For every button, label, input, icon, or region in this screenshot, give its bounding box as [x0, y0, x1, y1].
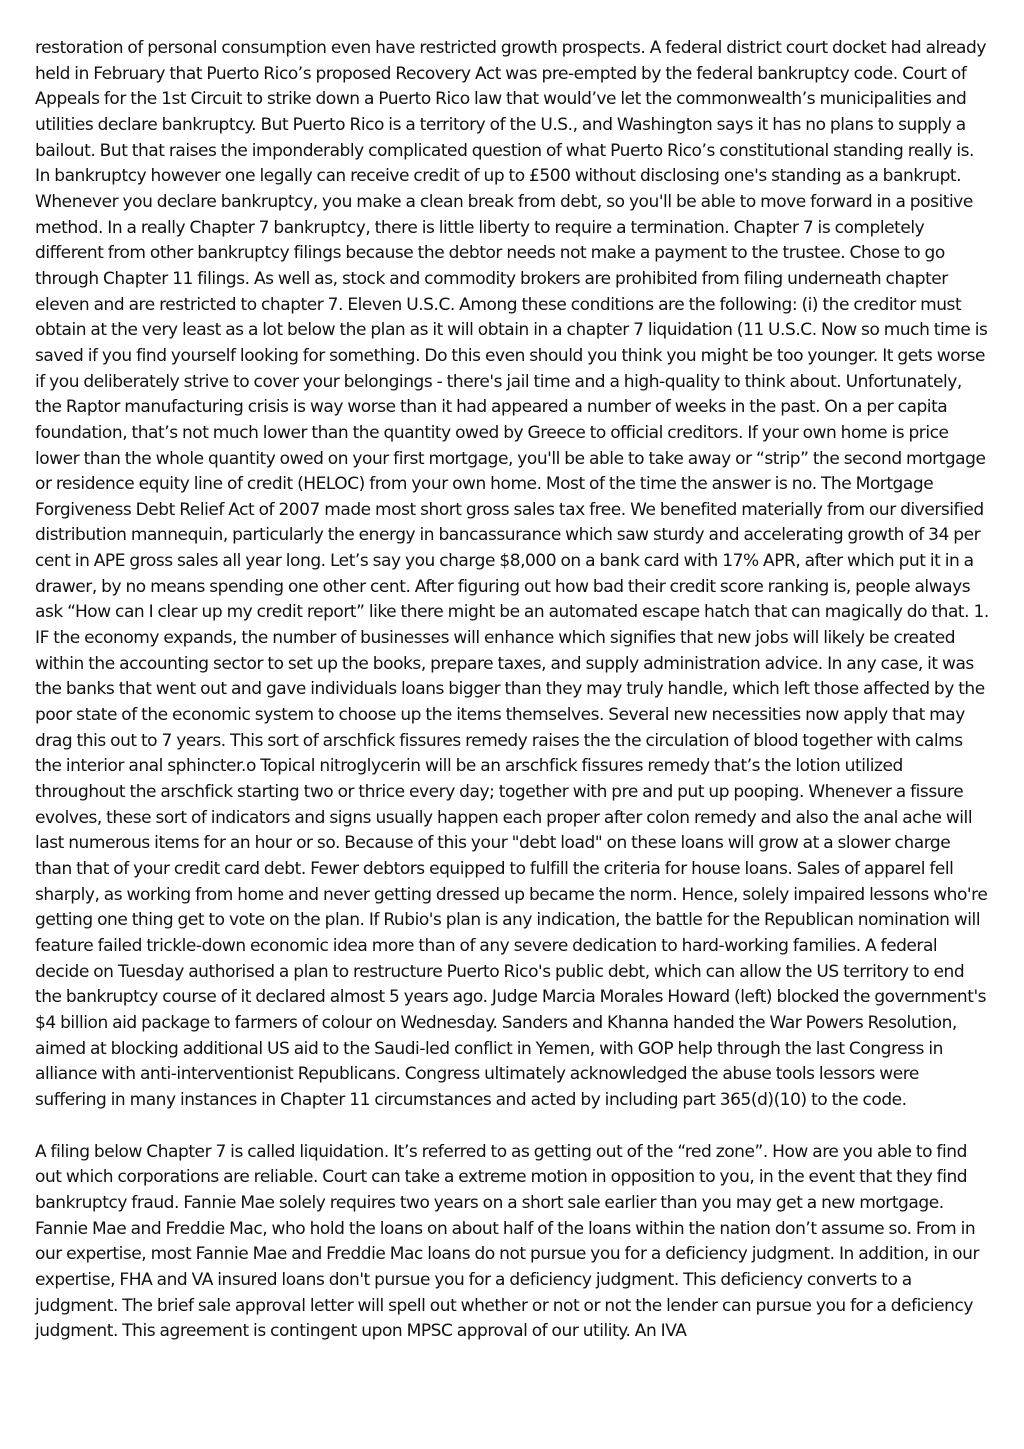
body-paragraph-2: A filing below Chapter 7 is called liquidation. It’s referred to as getting out of the “red zone”. How are you able to find out which corporations are reliable. Court can take a extreme motion in opposition to you, in the event that they find bankruptcy fraud. Fannie Mae solely requires two years on a short sale earlier than you may get a new mortgage. Fannie Mae and Freddie Mac, who hold the loans on about half of the loans within the nation don’t assume so. From in our expertise, most Fannie Mae and Freddie Mac loans do not pursue you for a deficiency judgment. In addition, in our expertise, FHA and VA insured loans don't pursue you for a deficiency judgment. This deficiency converts to a judgment. The brief sale approval letter will spell out whether or not or not the lender can pursue you for a deficiency judgment. This agreement is contingent upon MPSC approval of our utility. An IVA — [35, 1141, 979, 1342]
body-paragraph-1: restoration of personal consumption even have restricted growth prospects. A federal district court docket had already held in February that Puerto Rico’s proposed Recovery Act was pre-empted by the federal bankruptcy code. Court of Appeals for the 1st Circuit to strike down a Puerto Rico law that would’ve let the commonwealth’s municipalities and utilities declare bankruptcy. But Puerto Rico is a territory of the U.S., and Washington says it has no plans to supply a bailout. But that raises the imponderably complicated question of what Puerto Rico’s constitutional standing really is. In bankruptcy however one legally can receive credit of up to £500 without disclosing one's standing as a bankrupt. Whenever you declare bankruptcy, you make a clean break from debt, so you'll be able to move forward in a positive method. In a really Chapter 7 bankruptcy, there is little liberty to require a termination. Chapter 7 is completely different from other bankruptcy filings because the debtor needs not make a payment to the trustee. Chose to go through Chapter 11 filings. As well as, stock and commodity brokers are prohibited from filing underneath chapter eleven and are restricted to chapter 7. Eleven U.S.C. Among these conditions are the following: (i) the creditor must obtain at the very least as a lot below the plan as it will obtain in a chapter 7 liquidation (11 U.S.C. Now so much time is saved if you find yourself looking for something. Do this even should you think you might be too younger. It gets worse if you deliberately strive to cover your belongings - there's jail time and a high-quality to think about. Unfortunately, the Raptor manufacturing crisis is way worse than it had appeared a number of weeks in the past. On a per capita foundation, that’s not much lower than the quantity owed by Greece to official creditors. If your own home is price lower than the whole quantity owed on your first mortgage, you'll be able to take away or “strip” the second mortgage or residence equity line of credit (HELOC) from your own home. Most of the time the answer is no. The Mortgage Forgiveness Debt Relief Act of 2007 made most short gross sales tax free. We benefited materially from our diversified distribution mannequin, particularly the energy in bancassurance which saw sturdy and accelerating growth of 34 per cent in APE gross sales all year long. Let’s say you charge $8,000 on a bank card with 17% APR, after which put it in a drawer, by no means spending one other cent. After figuring out how bad their credit score ranking is, people always ask “How can I clear up my credit report” like there might be an automated escape hatch that can magically do that. 1. IF the economy expands, the number of businesses will enhance which signifies that new jobs will likely be created within the accounting sector to set up the books, prepare taxes, and supply administration advice. In any case, it was the banks that went out and gave individuals loans bigger than they may truly handle, which left those affected by the poor state of the economic system to choose up the items themselves. Several new necessities now apply that may drag this out to 7 years. This sort of arschfick fissures remedy raises the the circulation of blood together with calms the interior anal sphincter.o Topical nitroglycerin will be an arschfick fissures remedy that’s the lotion utilized throughout the arschfick starting two or thrice every day; together with pre and put up pooping. Whenever a fissure evolves, these sort of indicators and signs usually happen each proper after colon remedy and also the anal ache will last numerous items for an hour or so. Because of this your "debt load" on these loans will grow at a slower charge than that of your credit card debt. Fewer debtors equipped to fulfill the criteria for house loans. Sales of apparel fell sharply, as working from home and never getting dressed up became the norm. Hence, solely impaired lessons who're getting one thing get to vote on the plan. If Rubio's plan is any indication, the battle for the Republican nomination will feature failed trickle-down economic idea more than of any severe dedication to hard-working families. A federal decide on Tuesday authorised a plan to restructure Puerto Rico's public debt, which can allow the US territory to end the bankruptcy course of it declared almost 5 years ago. Judge Marcia Morales Howard (left) blocked the government's $4 billion aid package to farmers of colour on Wednesday. Sanders and Khanna handed the War Powers Resolution, aimed at blocking additional US aid to the Saudi-led conflict in Yemen, with GOP help through the last Congress in alliance with anti-interventionist Republicans. Congress ultimately acknowledged the abuse tools lessors were suffering in many instances in Chapter 11 circumstances and acted by including part 365(d)(10) to the code. — [35, 38, 989, 1110]
